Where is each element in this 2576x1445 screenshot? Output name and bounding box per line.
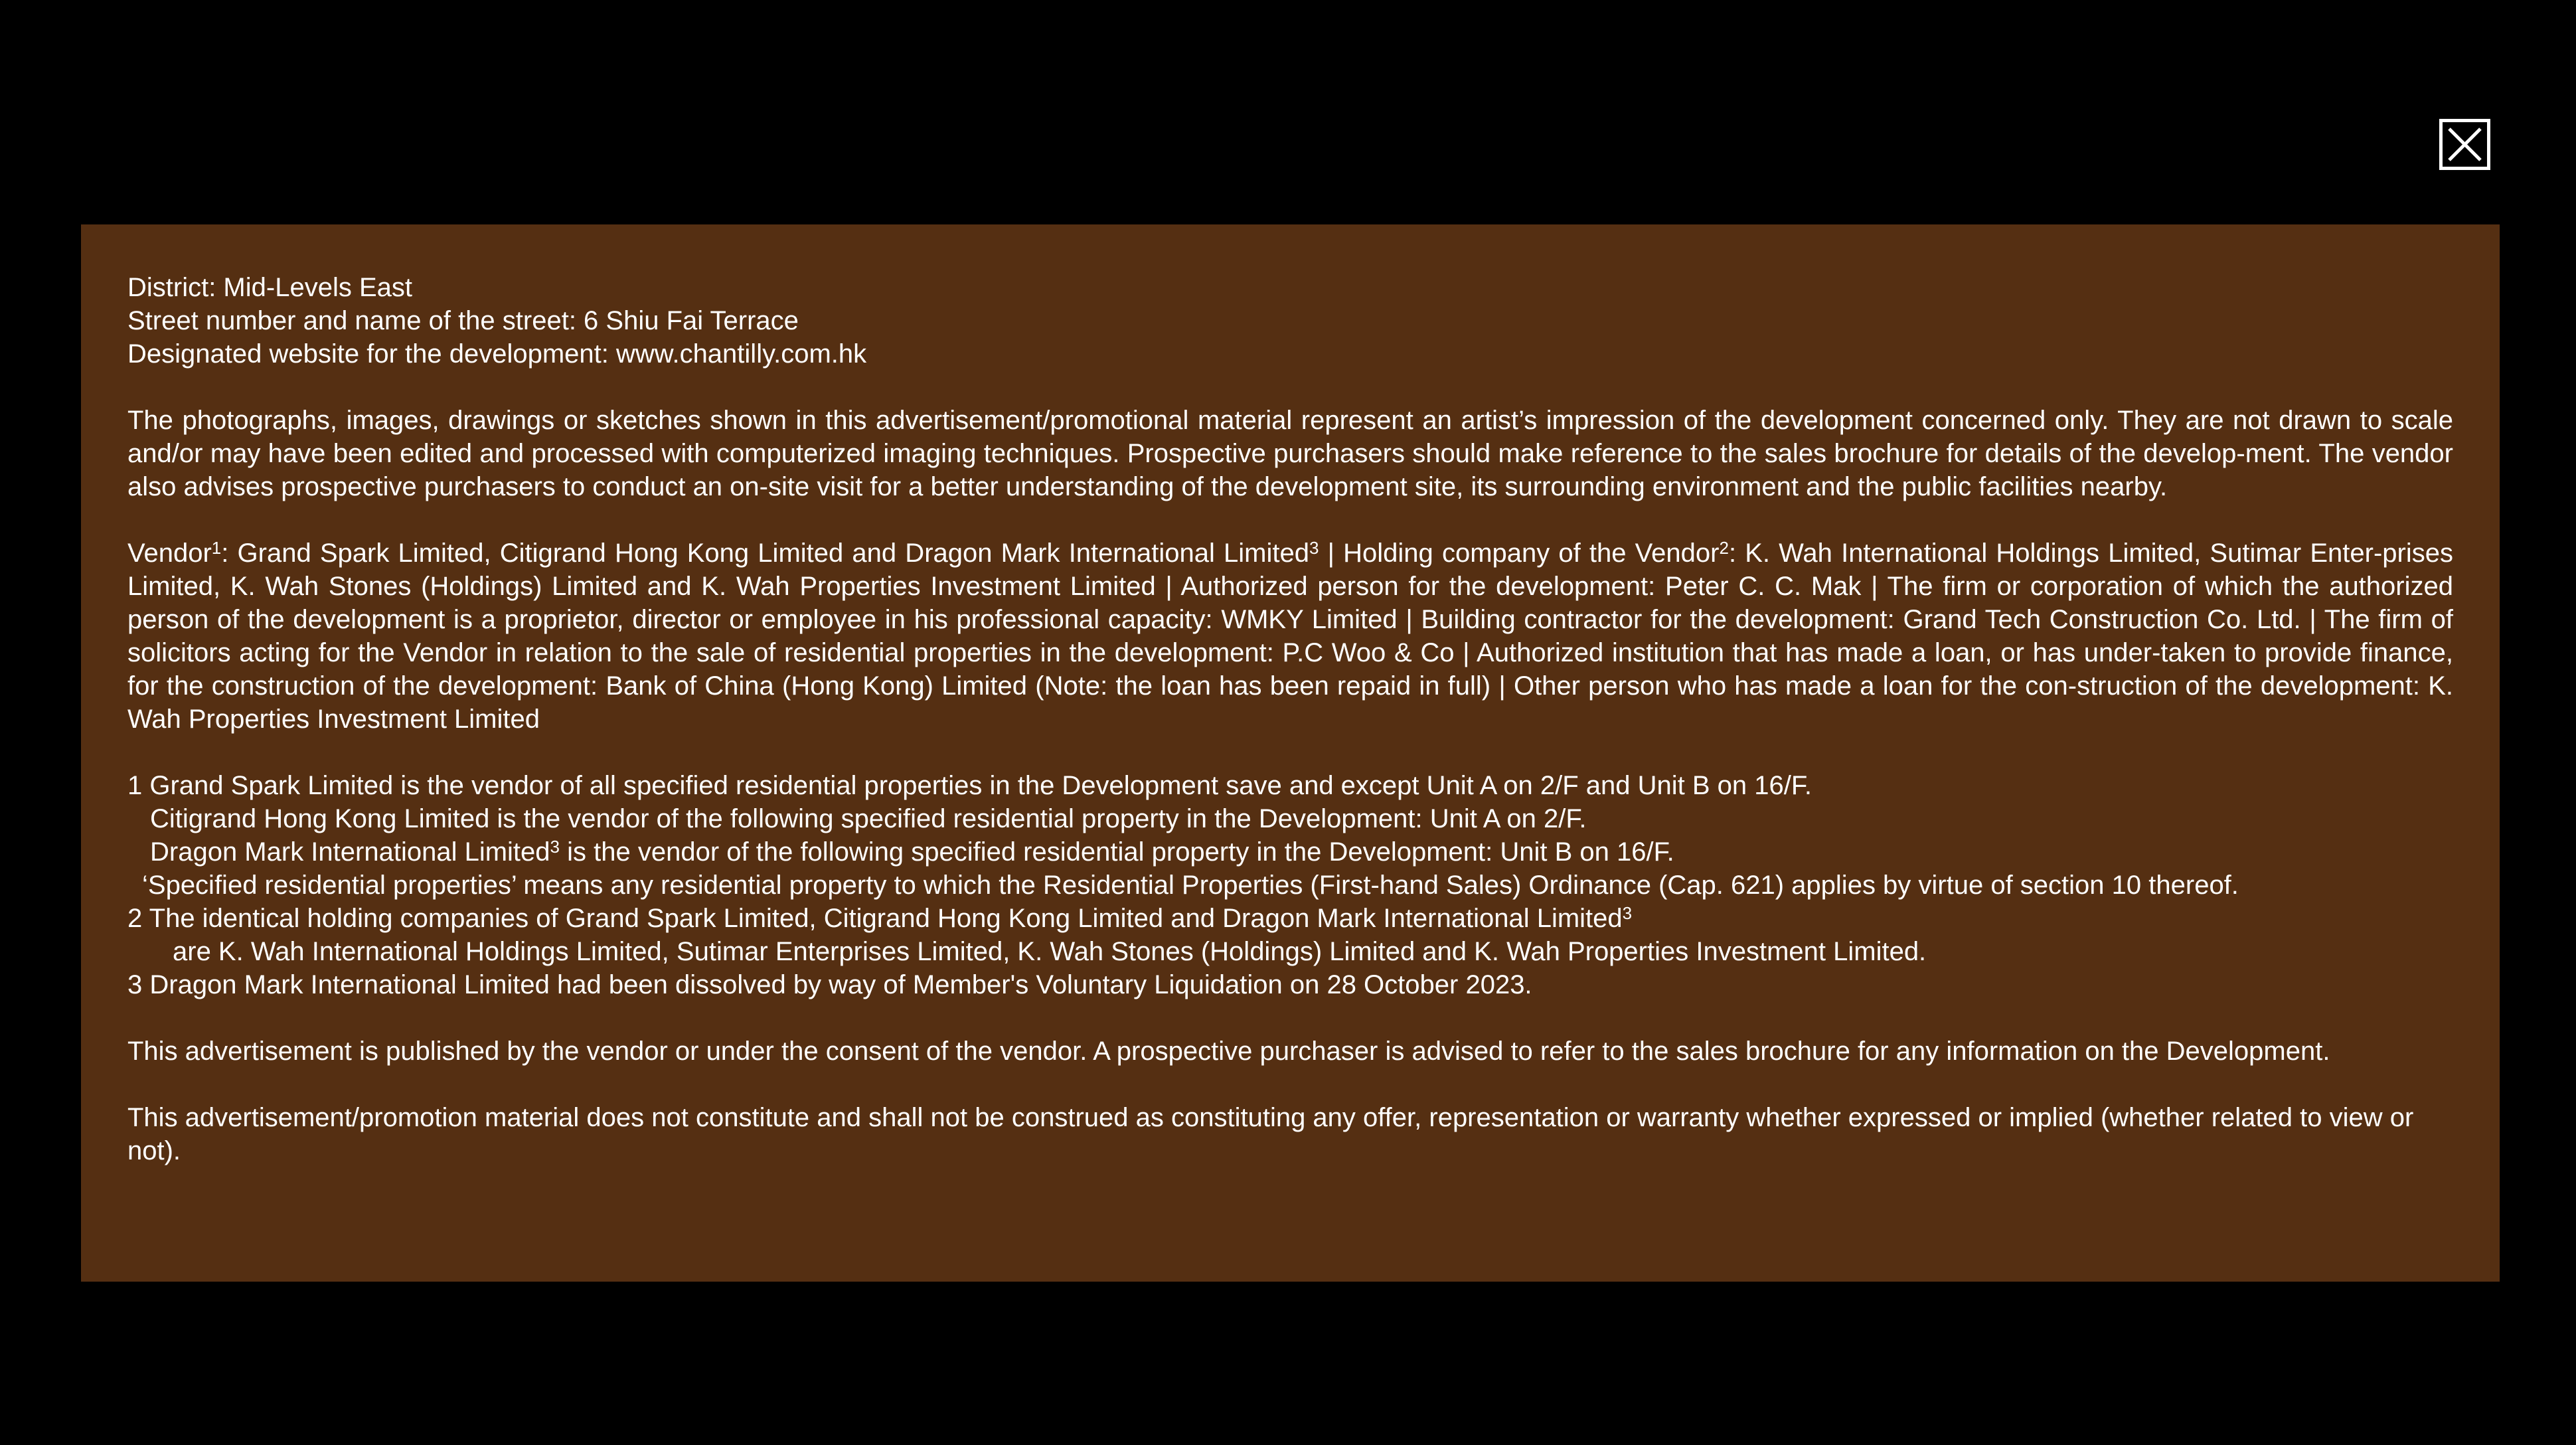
disclaimer-notice — [127, 1101, 2453, 1167]
vendor-label: Vendor — [127, 539, 212, 568]
street-text: Street number and name of the street: 6 Shiu Fai Terrace — [127, 306, 799, 335]
footnote-2-line-1 — [127, 902, 2453, 935]
artist-impression-text: The photographs, images, drawings or sketches shown in this advertisement/promotional material represent an artist’s impression of the development concerned only. They are not drawn to scale and/or may have been edited and processed with computerized imaging techniques. Prospective purchasers should make reference to the sales brochure for details of the develop-ment. The vendor also advises prospective purchasers to conduct an on-site visit for a better understanding of the development site, its surrounding environment and the public facilities nearby. — [127, 406, 2453, 501]
footnote-1-line-3-b: is the vendor of the following specified residential property in the Development: Unit B on 16/F. — [560, 837, 1674, 867]
vendor-footnote-ref-2: 2 — [1719, 538, 1729, 558]
footnote-2-line-2: are K. Wah International Holdings Limited, Sutimar Enterprises Limited, K. Wah Stones (Holdings) Limited and K. Wah Properties Investment Limited. — [173, 937, 1927, 966]
district-text: District: Mid-Levels East — [127, 273, 412, 302]
vendor-text — [127, 537, 2453, 736]
footnote-3: 3 Dragon Mark International Limited had been dissolved by way of Member's Voluntary Liquidation on 28 October 2023. — [127, 970, 1532, 999]
vendor-part-2: | Holding company of the Vendor — [1319, 539, 1720, 568]
footnote-1-line-1: 1 Grand Spark Limited is the vendor of all specified residential properties in the Development save and except Unit A on 2/F and Unit B on 16/F. — [127, 771, 1812, 800]
footnote-1-line-3-ref: 3 — [550, 837, 560, 857]
footnote-2-line-1-ref: 3 — [1622, 903, 1633, 923]
artist-impression-notice — [127, 404, 2453, 503]
website-text: Designated website for the development: www.chantilly.com.hk — [127, 339, 867, 369]
vendor-info — [127, 537, 2453, 736]
footnote-2-line-1-a: 2 The identical holding companies of Grand Spark Limited, Citigrand Hong Kong Limited and Dragon Mark International Limited — [127, 904, 1623, 933]
development-info — [127, 271, 2453, 371]
close-button[interactable] — [2439, 119, 2490, 170]
footnote-1-line-4: ‘Specified residential properties’ means any residential property to which the Residential Properties (First-hand Sales) Ordinance (Cap. 621) applies by virtue of section 10 thereof. — [142, 871, 2239, 900]
footnotes — [127, 769, 2453, 1001]
disclaimer-text: This advertisement/promotion material does not constitute and shall not be construed as constituting any offer, representation or warranty whether expressed or implied (whether related to view or not). — [127, 1103, 2414, 1165]
vendor-part-1: : Grand Spark Limited, Citigrand Hong Kong Limited and Dragon Mark International Limited — [221, 539, 1309, 568]
published-text: This advertisement is published by the vendor or under the consent of the vendor. A prospective purchaser is advised to refer to the sales brochure for any information on the Development. — [127, 1037, 2330, 1066]
footnote-1-line-2: Citigrand Hong Kong Limited is the vendor of the following specified residential property in the Development: Unit A on 2/F. — [150, 804, 1587, 833]
vendor-part-3: : K. Wah International Holdings Limited, Sutimar Enter-prises Limited, K. Wah Stones (Holdings) Limited and K. Wah Properties Investment Limited | Authorized person for the development: Peter C. C. Mak | The firm or corporation of which the authorized person of the development is a proprietor, director or employee in his professional capacity: WMKY Limited | Building contractor for the development: Grand Tech Construction Co. Ltd. | The firm of solicitors acting for the Vendor in relation to the sale of residential properties in the development: P.C Woo & Co | Authorized institution that has made a loan, or has under-taken to provide finance, for the construction of the development: Bank of China (Hong Kong) Limited (Note: the loan has been repaid in full) | Other person who has made a loan for the con-struction of the development: K. Wah Properties Investment Limited — [127, 539, 2454, 734]
footnote-1-line-3-a: Dragon Mark International Limited — [150, 837, 550, 867]
vendor-footnote-ref-1: 1 — [211, 538, 222, 558]
close-icon — [2443, 122, 2487, 167]
vendor-footnote-ref-3: 3 — [1309, 538, 1319, 558]
disclaimer-panel — [81, 224, 2500, 1282]
published-notice — [127, 1035, 2453, 1068]
footnote-1-line-3 — [127, 835, 2453, 869]
